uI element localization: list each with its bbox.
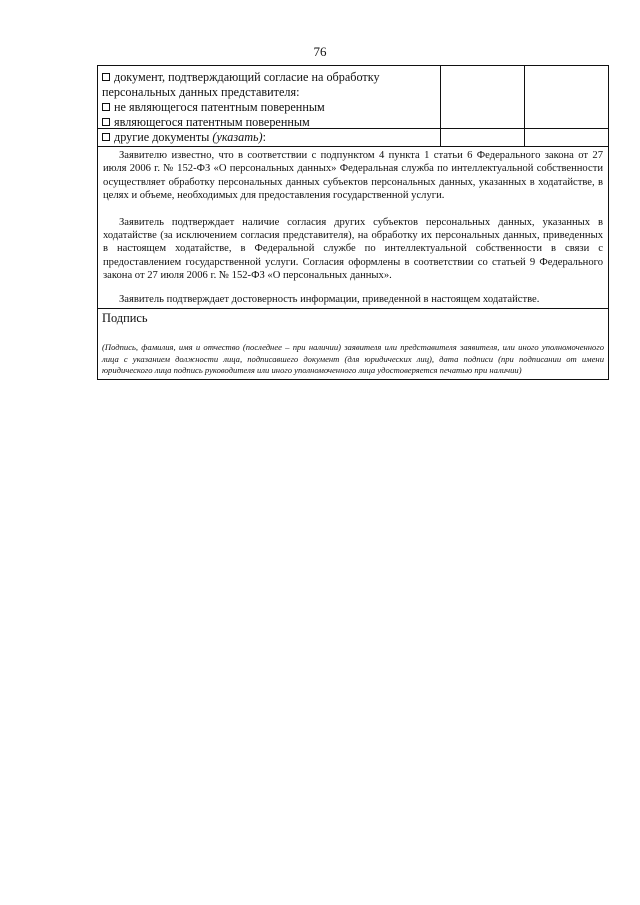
signature-note: (Подпись, фамилия, имя и отчество (последнее – при наличии) заявителя или представителя заявителя, или иного уполномоченного лица с указанием должности лица, подписавшего документ (для юридических лиц), дата подписи (при подписании от имени юридического лица подпись руководителя или иного уполномоченного лица удостоверяется печатью при наличии): [102, 342, 604, 376]
other-documents-suffix: :: [262, 130, 266, 144]
other-pages-cell[interactable]: [525, 129, 608, 146]
consent-document-label: документ, подтверждающий согласие на обработку: [114, 70, 380, 84]
consent-document-line: [102, 70, 440, 85]
other-count-cell[interactable]: [441, 129, 525, 146]
other-documents-label: другие документы: [114, 130, 210, 144]
non-attorney-label: не являющегося патентным поверенным: [114, 100, 325, 114]
consent-document-line-2: персональных данных представителя:: [102, 85, 300, 99]
non-attorney-line: [102, 100, 440, 115]
attorney-line: [102, 115, 440, 130]
checkbox-attorney[interactable]: [102, 118, 110, 126]
checkbox-consent-document[interactable]: [102, 73, 110, 81]
other-documents-row: [98, 129, 608, 147]
signature-block[interactable]: [98, 309, 608, 379]
consent-document-row: [98, 66, 608, 129]
consent-document-cell: [98, 66, 441, 128]
count-cell[interactable]: [441, 66, 525, 128]
checkbox-other-documents[interactable]: [102, 133, 110, 141]
page-number: 76: [313, 44, 327, 59]
consent-paragraph-3: Заявитель подтверждает достоверность информации, приведенной в настоящем ходатайстве.: [119, 293, 540, 305]
checkbox-non-attorney[interactable]: [102, 103, 110, 111]
other-documents-cell: [98, 129, 441, 146]
consent-paragraph-2: Заявитель подтверждает наличие согласия других субъектов персональных данных, указанных в ходатайстве (за исключением согласия представителя), на обработку их персональных данных, приведенных в настоящем ходатайстве, в Федеральной службе по интеллектуальной собственности в связи с предоставлением государственной услуги. Согласия оформлены в соответствии со статьей 9 Федерального закона от 27 июля 2006 г. № 152-ФЗ «О персональных данных».: [103, 216, 603, 282]
pages-cell[interactable]: [525, 66, 608, 128]
attorney-label: являющегося патентным поверенным: [114, 115, 310, 129]
petition-form: [97, 65, 609, 380]
signature-title: Подпись: [102, 311, 148, 326]
personal-data-consent: [98, 147, 608, 309]
consent-paragraph-1: Заявителю известно, что в соответствии с подпунктом 4 пункта 1 статьи 6 Федерального закона от 27 июля 2006 г. № 152-ФЗ «О персональных данных» Федеральная служба по интеллектуальной собственности осуществляет обработку персональных данных субъектов персональных данных, указанных в ходатайстве, в целях и объеме, необходимых для предоставления государственной услуги.: [103, 150, 603, 202]
other-documents-hint: (указать): [212, 130, 263, 144]
